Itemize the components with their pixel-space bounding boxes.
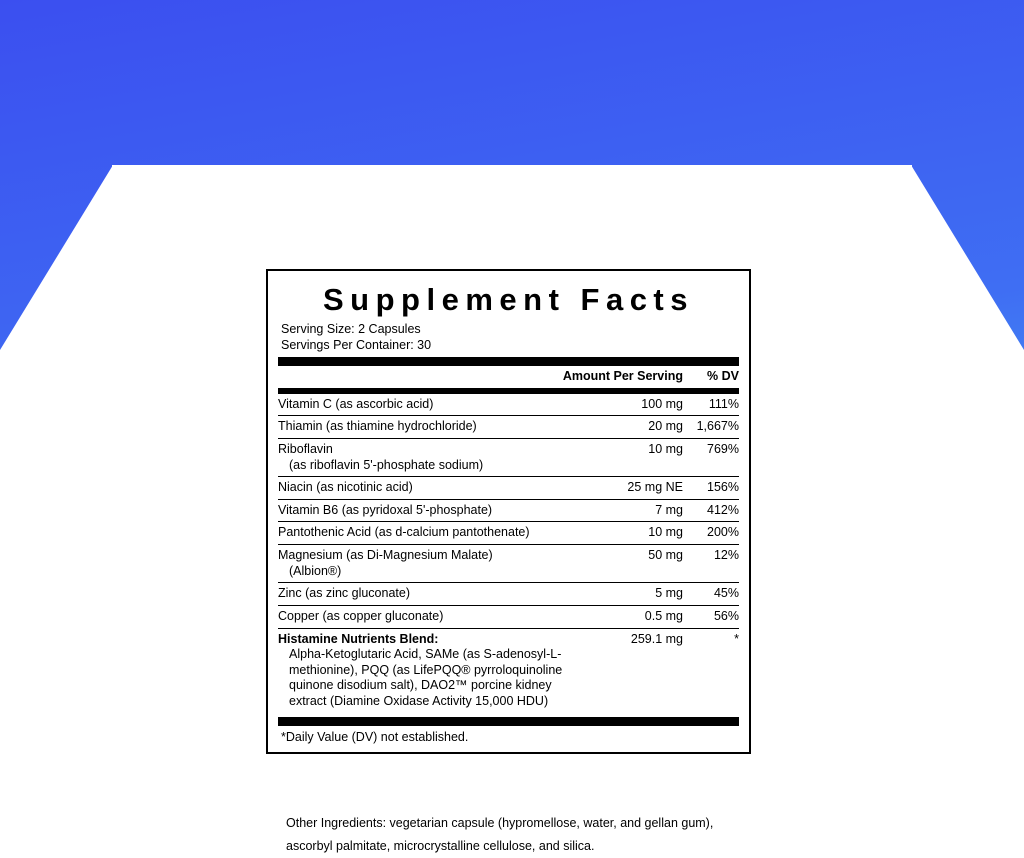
supplement-facts-panel	[266, 269, 751, 754]
daily-value-footnote: *Daily Value (DV) not established.	[281, 729, 469, 744]
table-row	[278, 416, 739, 439]
table-row	[278, 522, 739, 545]
table-row	[278, 438, 739, 476]
nutrient-name: Niacin (as nicotinic acid)	[278, 480, 413, 495]
nutrient-amount: 0.5 mg	[591, 605, 683, 628]
column-header-nutrient	[278, 366, 563, 388]
nutrient-dv: 111%	[683, 394, 739, 416]
nutrient-subname: (as riboflavin 5'-phosphate sodium)	[289, 457, 484, 472]
nutrient-dv: 12%	[683, 545, 739, 583]
nutrient-amount: 10 mg	[591, 522, 683, 545]
nutrient-dv: 769%	[683, 438, 739, 476]
other-ingredients-text: Other Ingredients: vegetarian capsule (hypromellose, water, and gellan gum), ascorbyl palmitate, microcrystalline cellulose, and silica.	[286, 816, 714, 854]
nutrient-name: Pantothenic Acid (as d-calcium pantothenate)	[278, 525, 530, 540]
nutrient-name: Copper (as copper gluconate)	[278, 608, 444, 623]
table-row	[278, 583, 739, 606]
nutrient-amount: 7 mg	[591, 499, 683, 522]
blend-description: Alpha-Ketoglutaric Acid, SAMe (as S-adenosyl-L-methionine), PQQ (as LifePQQ® pyrroloquinoline quinone disodium salt), DAO2™ porcine kidney extract (Diamine Oxidase Activity 15,000 HDU)	[289, 647, 563, 709]
nutrient-dv: 200%	[683, 522, 739, 545]
serving-size: Serving Size: 2 Capsules	[281, 322, 421, 337]
servings-per-container: Servings Per Container: 30	[281, 338, 432, 353]
table-row	[278, 605, 739, 628]
divider-thick-top	[278, 357, 739, 366]
nutrient-dv: 156%	[683, 477, 739, 500]
column-header-amount: Amount Per Serving	[563, 366, 683, 388]
nutrient-amount: 10 mg	[591, 438, 683, 476]
nutrient-dv: 45%	[683, 583, 739, 606]
nutrition-header-table	[278, 366, 739, 389]
banner-wing-left	[0, 165, 113, 858]
nutrient-name: Riboflavin	[278, 441, 333, 456]
table-header-row	[278, 366, 739, 388]
nutrient-name: Vitamin B6 (as pyridoxal 5'-phosphate)	[278, 502, 493, 517]
nutrient-name: Magnesium (as Di-Magnesium Malate)	[278, 548, 493, 563]
blend-dv: *	[734, 631, 739, 646]
nutrient-amount: 50 mg	[591, 545, 683, 583]
nutrient-amount: 25 mg NE	[591, 477, 683, 500]
divider-thick-bottom	[278, 717, 739, 726]
nutrient-dv: 56%	[683, 605, 739, 628]
nutrient-amount: 100 mg	[591, 394, 683, 416]
supplement-facts-title: Supplement Facts	[323, 282, 694, 317]
blend-amount: 259.1 mg	[630, 631, 683, 646]
table-row	[278, 394, 739, 416]
nutrient-dv: 1,667%	[683, 416, 739, 439]
table-row	[278, 499, 739, 522]
nutrient-name: Vitamin C (as ascorbic acid)	[278, 396, 434, 411]
nutrient-dv: 412%	[683, 499, 739, 522]
nutrient-name: Zinc (as zinc gluconate)	[278, 586, 411, 601]
banner-wing-right	[911, 165, 1024, 858]
nutrient-amount: 20 mg	[591, 416, 683, 439]
nutrient-subname: (Albion®)	[289, 563, 342, 578]
table-row	[278, 545, 739, 583]
column-header-dv: % DV	[683, 366, 739, 388]
blend-name: Histamine Nutrients Blend:	[278, 631, 439, 646]
table-row	[278, 477, 739, 500]
table-row-blend	[278, 628, 739, 713]
nutrition-table	[278, 394, 739, 713]
nutrient-name: Thiamin (as thiamine hydrochloride)	[278, 419, 477, 434]
nutrient-amount: 5 mg	[591, 583, 683, 606]
